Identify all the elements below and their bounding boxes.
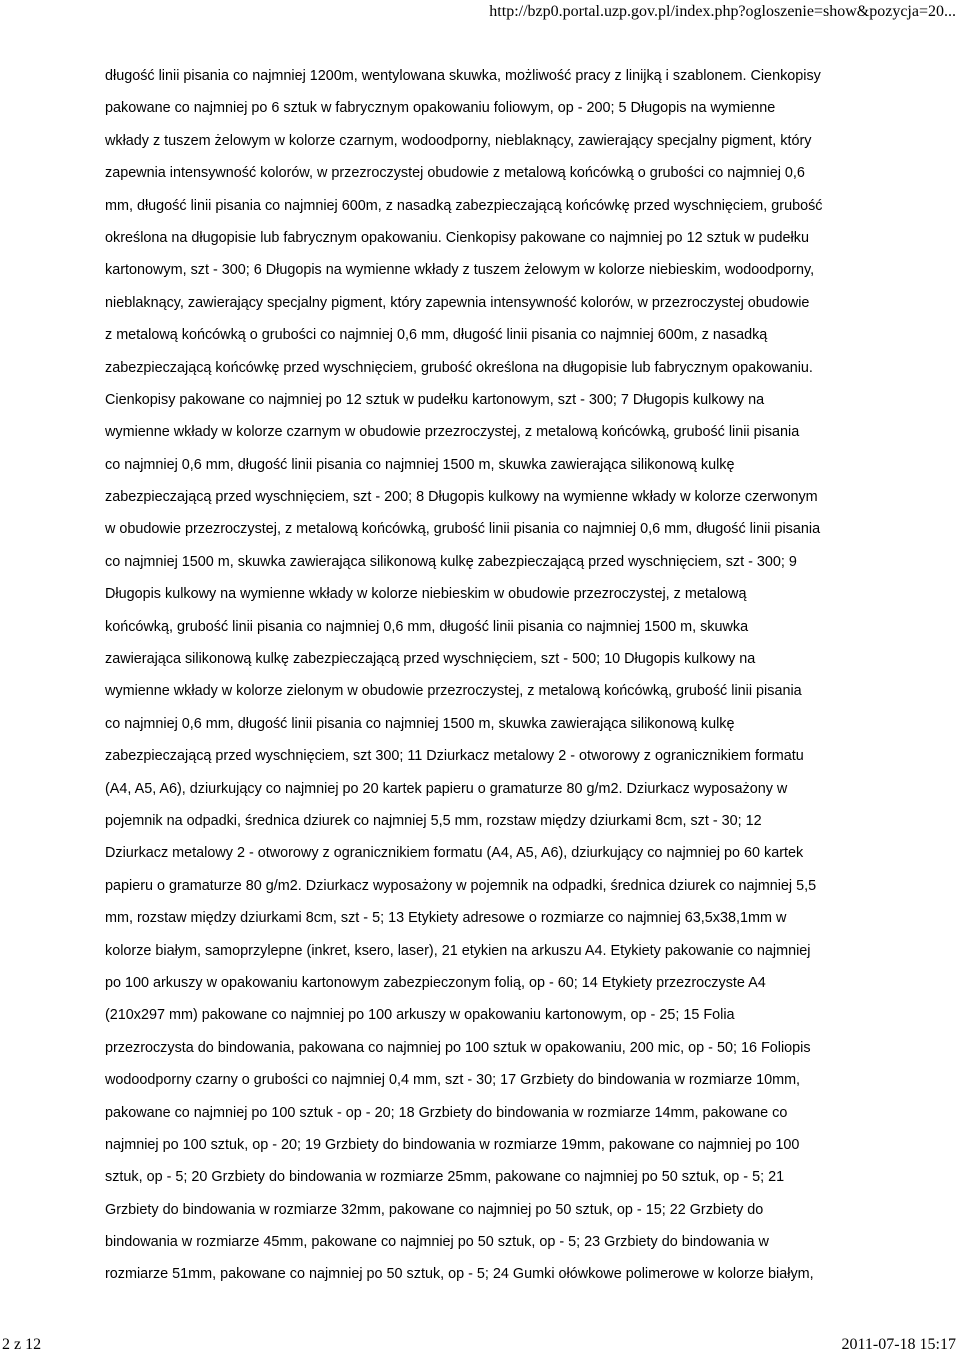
text-line: w obudowie przezroczystej, z metalową końcówką, grubość linii pisania co najmniej 0,6 mm, długość linii pisania (105, 521, 821, 538)
text-line: (A4, A5, A6), dziurkujący co najmniej po 20 kartek papieru o gramaturze 80 g/m2. Dziurkacz wyposażony w (105, 780, 788, 797)
text-line: po 100 arkuszy w opakowaniu kartonowym zabezpieczonym folią, op - 60; 14 Etykiety przezroczyste A4 (105, 974, 766, 991)
text-line: wymienne wkłady w kolorze zielonym w obudowie przezroczystej, z metalową końcówką, grubość linii pisania (105, 683, 802, 700)
text-line: mm, rozstaw między dziurkami 8cm, szt - 5; 13 Etykiety adresowe o rozmiarze co najmniej 63,5x38,1mm w (105, 910, 787, 927)
page-url: http://bzp0.portal.uzp.gov.pl/index.php?ogloszenie=show&pozycja=20... (489, 3, 956, 20)
text-line: przezroczysta do bindowania, pakowana co najmniej po 100 sztuk w opakowaniu, 200 mic, op - 50; 16 Foliopis (105, 1039, 811, 1056)
text-line: wkłady z tuszem żelowym w kolorze czarnym, wodoodporny, nieblaknący, zawierający specjalny pigment, który (105, 132, 812, 149)
text-line: wymienne wkłady w kolorze czarnym w obudowie przezroczystej, z metalową końcówką, grubość linii pisania (105, 424, 800, 441)
text-line: pojemnik na odpadki, średnica dziurek co najmniej 5,5 mm, rozstaw między dziurkami 8cm, szt - 30; 12 (105, 812, 762, 829)
text-line: kolorze białym, samoprzylepne (inkret, ksero, laser), 21 etykien na arkuszu A4. Etykiety pakowanie co najmniej (105, 942, 811, 959)
text-line: rozmiarze 51mm, pakowane co najmniej po 50 sztuk, op - 5; 24 Gumki ołówkowe polimerowe w kolorze białym, (105, 1266, 814, 1283)
text-line: pakowane co najmniej po 100 sztuk - op - 20; 18 Grzbiety do bindowania w rozmiarze 14mm, pakowane co (105, 1104, 788, 1121)
text-line: nieblaknący, zawierający specjalny pigment, który zapewnia intensywność kolorów, w przezroczystej obudowie (105, 294, 810, 311)
text-line: zapewnia intensywność kolorów, w przezroczystej obudowie z metalową końcówką o grubości co najmniej 0,6 (105, 165, 805, 182)
text-line: zabezpieczającą końcówkę przed wyschnięciem, grubość określona na długopisie lub fabrycznym opakowaniu. (105, 359, 813, 376)
text-line: zabezpieczającą przed wyschnięciem, szt 300; 11 Dziurkacz metalowy 2 - otworowy z ogranicznikiem formatu (105, 748, 804, 765)
text-line: Cienkopisy pakowane co najmniej po 12 sztuk w pudełku kartonowym, szt - 300; 7 Długopis kulkowy na (105, 391, 765, 408)
text-line: zawierająca silikonową kulkę zabezpieczającą przed wyschnięciem, szt - 500; 10 Długopis kulkowy na (105, 651, 756, 668)
text-line: określona na długopisie lub fabrycznym opakowaniu. Cienkopisy pakowane co najmniej po 12 sztuk w pudełku (105, 229, 809, 246)
text-line: długość linii pisania co najmniej 1200m, wentylowana skuwka, możliwość pracy z linijką i szablonem. Cienkopisy (105, 68, 821, 84)
text-line: Dziurkacz metalowy 2 - otworowy z ogranicznikiem formatu (A4, A5, A6), dziurkujący co najmniej po 60 kartek (105, 845, 804, 862)
document-body (105, 60, 901, 1291)
text-line: Grzbiety do bindowania w rozmiarze 32mm, pakowane co najmniej po 50 sztuk, op - 15; 22 Grzbiety do (105, 1201, 764, 1218)
text-line: wodoodporny czarny o grubości co najmniej 0,4 mm, szt - 30; 17 Grzbiety do bindowania w rozmiarze 10mm, (105, 1072, 801, 1089)
text-line: papieru o gramaturze 80 g/m2. Dziurkacz wyposażony w pojemnik na odpadki, średnica dziurek co najmniej 5,5 (105, 877, 817, 894)
text-line: sztuk, op - 5; 20 Grzbiety do bindowania w rozmiarze 25mm, pakowane co najmniej po 50 sztuk, op - 5; 21 (105, 1169, 785, 1186)
print-timestamp: 2011-07-18 15:17 (841, 1336, 956, 1353)
text-line: z metalową końcówką o grubości co najmniej 0,6 mm, długość linii pisania co najmniej 600m, z nasadką (105, 327, 768, 344)
text-line: końcówką, grubość linii pisania co najmniej 0,6 mm, długość linii pisania co najmniej 1500 m, skuwka (105, 618, 749, 635)
text-line: Długopis kulkowy na wymienne wkłady w kolorze niebieskim w obudowie przezroczystej, z metalową (105, 586, 747, 603)
text-line: mm, długość linii pisania co najmniej 600m, z nasadką zabezpieczającą końcówkę przed wyschnięciem, grubość (105, 197, 823, 214)
text-line: zabezpieczającą przed wyschnięciem, szt - 200; 8 Długopis kulkowy na wymienne wkłady w kolorze czerwonym (105, 489, 818, 506)
text-line: najmniej po 100 sztuk, op - 20; 19 Grzbiety do bindowania w rozmiarze 19mm, pakowane co najmniej po 100 (105, 1136, 800, 1153)
text-line: co najmniej 1500 m, skuwka zawierająca silikonową kulkę zabezpieczającą przed wyschnięciem, szt - 300; 9 (105, 553, 797, 570)
text-line: pakowane co najmniej po 6 sztuk w fabrycznym opakowaniu foliowym, op - 200; 5 Długopis na wymienne (105, 100, 776, 117)
text-line: co najmniej 0,6 mm, długość linii pisania co najmniej 1500 m, skuwka zawierająca silikonową kulkę (105, 456, 735, 473)
text-line: co najmniej 0,6 mm, długość linii pisania co najmniej 1500 m, skuwka zawierająca silikonową kulkę (105, 715, 735, 732)
text-line: kartonowym, szt - 300; 6 Długopis na wymienne wkłady z tuszem żelowym w kolorze niebieskim, wodoodporny, (105, 262, 815, 279)
text-line: (210x297 mm) pakowane co najmniej po 100 arkuszy w opakowaniu kartonowym, op - 25; 15 Folia (105, 1007, 735, 1024)
text-line: bindowania w rozmiarze 45mm, pakowane co najmniej po 50 sztuk, op - 5; 23 Grzbiety do bindowania w (105, 1234, 769, 1251)
page-number: 2 z 12 (2, 1336, 42, 1353)
